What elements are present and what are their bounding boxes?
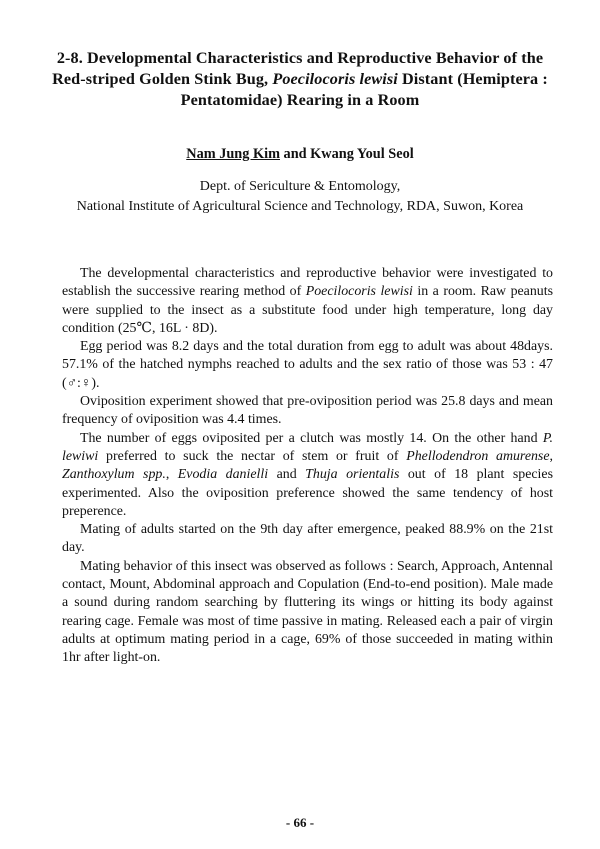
abstract-paragraph (62, 430, 553, 521)
italic-term: Zanthoxylum spp. (62, 467, 166, 483)
abstract-paragraph (62, 265, 553, 338)
author-line (0, 145, 600, 163)
presenting-author: Nam Jung Kim (186, 146, 280, 162)
paragraph-text: Egg period was 8.2 days and the total duration from egg to adult was about 48days. 57.1% of the hatched nymphs reached to adults and the sex ratio of those was 53 : 47 (♂:♀). (62, 339, 553, 391)
abstract-body (62, 265, 553, 668)
affiliation-institute: National Institute of Agricultural Science and Technology, RDA, Suwon, Korea (76, 199, 524, 214)
italic-term: Phellodendron amurense (406, 448, 550, 464)
paragraph-text: Mating behavior of this insect was observed as follows : Search, Approach, Antennal contact, Mount, Abdominal approach and Copulation (End-to-end position). Male made a sound during random searching by fluttering its wings or hitting its body against rearing cage. Female was most of time passive in mating. Released each a pair of virgin adults at optimum mating period in a cage, 69% of those succeeded in mating within 1hr after light-on. (62, 558, 553, 666)
title-text-part2: Distant (Hemiptera : Pentatomidae) Rearing in a Room (180, 70, 548, 109)
paragraph-text: The number of eggs oviposited per a clutch was mostly 14. On the other hand (80, 430, 543, 446)
abstract-paragraph (62, 558, 553, 668)
paragraph-text: Mating of adults started on the 9th day after emergence, peaked 88.9% on the 21st day. (62, 522, 553, 556)
paragraph-text: , (549, 448, 553, 464)
co-author: and Kwang Youl Seol (279, 146, 414, 162)
abstract-paragraph (62, 521, 553, 558)
italic-term: P. lewiwi (62, 430, 553, 464)
italic-term: Poecilocoris lewisi (305, 284, 413, 300)
paragraph-text: preferred to suck the nectar of stem or fruit of (98, 448, 407, 464)
title-species-name: Poecilocoris lewisi (272, 70, 398, 88)
italic-term: Thuja orientalis (305, 467, 400, 483)
paper-title (40, 48, 560, 111)
paragraph-text: The developmental characteristics and reproductive behavior were investigated to establish the successive rearing method of (62, 266, 553, 300)
affiliation (20, 177, 580, 217)
page-number: - 66 - (285, 815, 315, 830)
italic-term: Evodia danielli (177, 467, 269, 483)
title-text-part1: 2-8. Developmental Characteristics and Reproductive Behavior of the Red-striped Golden Stink Bug, (52, 49, 544, 88)
paragraph-text: Oviposition experiment showed that pre-oviposition period was 25.8 days and mean frequency of oviposition was 4.4 times. (62, 394, 553, 428)
affiliation-department: Dept. of Sericulture & Entomology, (199, 179, 401, 194)
paragraph-text: out of 18 plant species experimented. Also the oviposition preference showed the same tendency of host preperence. (62, 467, 553, 519)
abstract-paragraph (62, 338, 553, 393)
paragraph-text: and (268, 467, 306, 483)
abstract-paragraph (62, 393, 553, 430)
paragraph-text: , (165, 467, 178, 483)
paragraph-text: in a room. Raw peanuts were supplied to the insect as a substitute food under high temperature, long day condition (25℃, 16L · 8D). (62, 284, 553, 336)
